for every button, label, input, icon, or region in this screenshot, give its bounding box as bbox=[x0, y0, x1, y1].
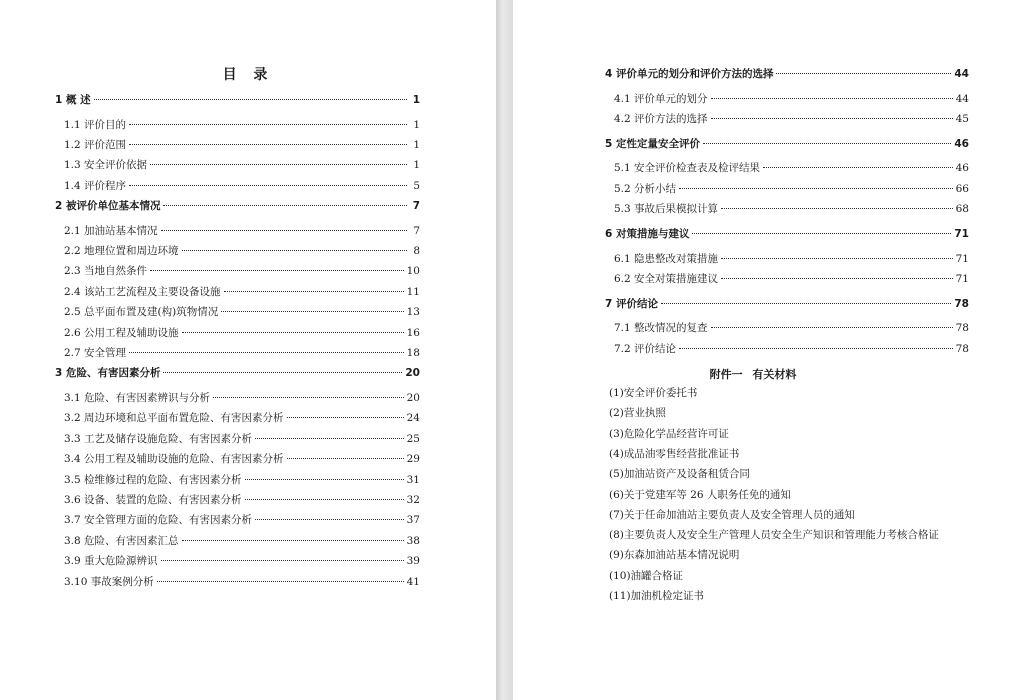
toc-entry-label: 6.2 安全对策措施建议 bbox=[614, 273, 719, 286]
toc-entry-page: 32 bbox=[406, 493, 420, 506]
toc-leader-dots bbox=[182, 250, 407, 251]
toc-section-entry bbox=[64, 305, 420, 319]
toc-leader-dots bbox=[129, 144, 407, 145]
toc-section-entry bbox=[64, 326, 420, 340]
toc-section-entry bbox=[614, 182, 969, 196]
toc-entry-page: 18 bbox=[406, 347, 420, 359]
toc-entry-label: 5.1 安全评价检查表及检评结果 bbox=[614, 162, 761, 175]
toc-entry-label: 3.5 检维修过程的危险、有害因素分析 bbox=[64, 473, 242, 486]
toc-entry-label: 1.4 评价程序 bbox=[64, 179, 127, 192]
toc-section-entry bbox=[64, 432, 420, 446]
toc-title: 目 录 bbox=[222, 67, 274, 83]
toc-leader-dots bbox=[163, 372, 402, 373]
toc-entry-page: 8 bbox=[413, 245, 420, 257]
toc-leader-dots bbox=[224, 291, 404, 292]
toc-entry-label: 3 危险、有害因素分析 bbox=[55, 367, 161, 380]
toc-leader-dots bbox=[776, 73, 951, 74]
toc-entry-label: 3.7 安全管理方面的危险、有害因素分析 bbox=[64, 514, 253, 527]
toc-leader-dots bbox=[287, 458, 404, 459]
toc-leader-dots bbox=[150, 270, 404, 271]
toc-entry-page: 37 bbox=[406, 514, 420, 527]
appendix-item: (4)成品油零售经营批准证书 bbox=[609, 447, 740, 460]
toc-leader-dots bbox=[129, 185, 407, 186]
toc-entry-label: 5 定性定量安全评价 bbox=[605, 137, 700, 150]
toc-leader-dots bbox=[721, 278, 953, 279]
page-gutter bbox=[496, 0, 513, 700]
toc-entry-label: 3.10 事故案例分析 bbox=[64, 575, 154, 588]
toc-leader-dots bbox=[245, 499, 404, 500]
appendix-item: (2)营业执照 bbox=[609, 407, 666, 420]
toc-chapter-entry bbox=[605, 67, 969, 81]
toc-entry-page: 45 bbox=[955, 113, 969, 126]
toc-entry-page: 44 bbox=[955, 92, 969, 105]
toc-entry-label: 5.2 分析小结 bbox=[614, 182, 677, 195]
toc-entry-label: 6.1 隐患整改对策措施 bbox=[614, 252, 719, 265]
toc-leader-dots bbox=[255, 519, 404, 520]
appendix-item: (11)加油机检定证书 bbox=[609, 590, 705, 602]
toc-leader-dots bbox=[129, 124, 407, 125]
toc-chapter-entry bbox=[55, 366, 420, 380]
toc-entry-page: 7 bbox=[412, 200, 420, 213]
toc-entry-label: 2.6 公用工程及辅助设施 bbox=[64, 326, 179, 339]
toc-leader-dots bbox=[661, 303, 951, 304]
toc-section-entry bbox=[614, 252, 969, 266]
toc-section-entry bbox=[614, 272, 969, 286]
toc-leader-dots bbox=[129, 352, 404, 353]
toc-chapter-entry bbox=[605, 297, 969, 311]
toc-entry-label: 7.1 整改情况的复查 bbox=[614, 322, 708, 335]
toc-section-entry bbox=[614, 92, 969, 106]
toc-entry-label: 3.6 设备、装置的危险、有害因素分析 bbox=[64, 493, 242, 506]
toc-entry-page: 29 bbox=[406, 453, 420, 466]
toc-leader-dots bbox=[692, 233, 951, 234]
toc-entry-label: 6 对策措施与建议 bbox=[605, 228, 690, 240]
toc-entry-label: 4.2 评价方法的选择 bbox=[614, 113, 708, 126]
toc-entry-label: 4.1 评价单元的划分 bbox=[614, 92, 708, 105]
appendix-item: (1)安全评价委托书 bbox=[609, 387, 698, 399]
toc-entry-page: 46 bbox=[955, 162, 969, 175]
toc-section-entry bbox=[64, 224, 420, 238]
toc-entry-label: 1.2 评价范围 bbox=[64, 138, 127, 151]
toc-entry-label: 2.5 总平面布置及建(构)筑物情况 bbox=[64, 306, 219, 319]
toc-entry-page: 16 bbox=[406, 326, 420, 339]
toc-entry-page: 71 bbox=[955, 273, 969, 286]
toc-entry-page: 24 bbox=[406, 412, 420, 425]
toc-entry-label: 2.1 加油站基本情况 bbox=[64, 224, 158, 237]
appendix-item: (6)关于党建军等 26 人职务任免的通知 bbox=[609, 488, 791, 501]
toc-leader-dots bbox=[163, 205, 407, 206]
toc-section-entry bbox=[64, 138, 420, 152]
toc-entry-label: 3.2 周边环境和总平面布置危险、有害因素分析 bbox=[64, 412, 284, 425]
toc-leader-dots bbox=[711, 118, 953, 119]
toc-leader-dots bbox=[679, 348, 953, 349]
toc-entry-page: 38 bbox=[406, 534, 420, 547]
toc-leader-dots bbox=[763, 167, 953, 168]
toc-leader-dots bbox=[711, 98, 953, 99]
toc-leader-dots bbox=[245, 479, 404, 480]
toc-entry-label: 2.2 地理位置和周边环境 bbox=[64, 245, 179, 257]
toc-entry-page: 11 bbox=[406, 285, 420, 298]
toc-entry-page: 1 bbox=[412, 94, 420, 106]
toc-section-entry bbox=[64, 118, 420, 132]
toc-entry-label: 2.4 该站工艺流程及主要设备设施 bbox=[64, 285, 221, 298]
toc-section-entry bbox=[64, 264, 420, 278]
toc-leader-dots bbox=[721, 208, 953, 209]
toc-leader-dots bbox=[161, 230, 407, 231]
appendix-item: (10)油罐合格证 bbox=[609, 569, 684, 582]
toc-leader-dots bbox=[157, 581, 404, 582]
toc-leader-dots bbox=[255, 438, 404, 439]
toc-leader-dots bbox=[213, 397, 404, 398]
appendix-item: (7)关于任命加油站主要负责人及安全管理人员的通知 bbox=[609, 508, 855, 521]
toc-section-entry bbox=[614, 161, 969, 175]
toc-entry-page: 78 bbox=[955, 322, 969, 335]
toc-entry-label: 1.3 安全评价依据 bbox=[64, 159, 148, 172]
toc-leader-dots bbox=[182, 332, 404, 333]
toc-entry-page: 1 bbox=[413, 138, 420, 151]
toc-leader-dots bbox=[94, 99, 407, 100]
toc-section-entry bbox=[614, 342, 969, 356]
toc-entry-page: 5 bbox=[413, 179, 420, 192]
toc-leader-dots bbox=[182, 540, 404, 541]
toc-section-entry bbox=[614, 112, 969, 126]
toc-entry-label: 2.7 安全管理 bbox=[64, 347, 127, 359]
toc-entry-page: 20 bbox=[406, 391, 420, 404]
toc-chapter-entry bbox=[55, 93, 420, 107]
toc-entry-label: 7 评价结论 bbox=[605, 297, 658, 310]
toc-chapter-entry bbox=[55, 199, 420, 213]
toc-section-entry bbox=[614, 321, 969, 335]
toc-chapter-entry bbox=[605, 227, 969, 241]
toc-section-entry bbox=[64, 285, 420, 299]
toc-entry-label: 1 概 述 bbox=[55, 94, 91, 106]
appendix-item: (5)加油站资产及设备租赁合同 bbox=[609, 468, 750, 481]
toc-entry-page: 71 bbox=[954, 228, 969, 240]
toc-entry-page: 1 bbox=[413, 159, 420, 172]
toc-entry-page: 25 bbox=[406, 432, 420, 445]
appendix-item: (8)主要负责人及安全生产管理人员安全生产知识和管理能力考核合格证 bbox=[609, 529, 939, 542]
toc-entry-page: 46 bbox=[954, 137, 969, 150]
toc-entry-label: 3.1 危险、有害因素辨识与分析 bbox=[64, 391, 211, 404]
appendix-item: (9)东森加油站基本情况说明 bbox=[609, 549, 740, 562]
toc-entry-label: 4 评价单元的划分和评价方法的选择 bbox=[605, 68, 774, 80]
toc-leader-dots bbox=[221, 311, 403, 312]
toc-entry-page: 10 bbox=[406, 265, 420, 278]
toc-section-entry bbox=[64, 513, 420, 527]
toc-entry-page: 44 bbox=[954, 68, 969, 80]
toc-section-entry bbox=[64, 411, 420, 425]
toc-entry-page: 71 bbox=[955, 252, 969, 265]
toc-section-entry bbox=[64, 575, 420, 589]
toc-entry-page: 68 bbox=[955, 203, 969, 216]
toc-entry-label: 5.3 事故后果模拟计算 bbox=[614, 203, 719, 216]
toc-entry-label: 1.1 评价目的 bbox=[64, 118, 127, 131]
toc-section-entry bbox=[64, 473, 420, 487]
toc-entry-label: 3.4 公用工程及辅助设施的危险、有害因素分析 bbox=[64, 453, 284, 466]
toc-entry-label: 2.3 当地自然条件 bbox=[64, 265, 148, 278]
toc-entry-label: 7.2 评价结论 bbox=[614, 342, 677, 355]
toc-section-entry bbox=[64, 391, 420, 405]
toc-section-entry bbox=[64, 158, 420, 172]
toc-entry-page: 20 bbox=[405, 367, 420, 380]
toc-leader-dots bbox=[711, 327, 953, 328]
toc-entry-page: 7 bbox=[413, 224, 420, 237]
toc-section-entry bbox=[64, 493, 420, 507]
toc-entry-label: 3.8 危险、有害因素汇总 bbox=[64, 534, 179, 547]
toc-entry-page: 66 bbox=[955, 182, 969, 195]
toc-entry-page: 13 bbox=[406, 306, 420, 319]
toc-entry-page: 41 bbox=[406, 575, 420, 588]
toc-leader-dots bbox=[150, 164, 407, 165]
toc-entry-page: 1 bbox=[413, 118, 420, 131]
toc-entry-page: 78 bbox=[955, 342, 969, 355]
toc-section-entry bbox=[64, 346, 420, 360]
toc-section-entry bbox=[64, 452, 420, 466]
toc-section-entry bbox=[64, 244, 420, 258]
toc-entry-label: 3.9 重大危险源辨识 bbox=[64, 555, 158, 568]
toc-section-entry bbox=[64, 179, 420, 193]
toc-section-entry bbox=[64, 554, 420, 568]
toc-leader-dots bbox=[161, 560, 404, 561]
toc-leader-dots bbox=[721, 258, 953, 259]
toc-section-entry bbox=[64, 534, 420, 548]
toc-entry-label: 2 被评价单位基本情况 bbox=[55, 200, 161, 213]
toc-section-entry bbox=[614, 202, 969, 216]
toc-entry-page: 78 bbox=[954, 297, 969, 310]
toc-entry-label: 3.3 工艺及储存设施危险、有害因素分析 bbox=[64, 432, 253, 445]
toc-leader-dots bbox=[287, 417, 404, 418]
toc-entry-page: 39 bbox=[406, 555, 420, 568]
appendix-title: 附件一 有关材料 bbox=[709, 368, 797, 381]
toc-entry-page: 31 bbox=[406, 473, 420, 486]
appendix-item: (3)危险化学品经营许可证 bbox=[609, 427, 729, 440]
toc-chapter-entry bbox=[605, 137, 969, 151]
toc-leader-dots bbox=[703, 143, 951, 144]
toc-leader-dots bbox=[679, 188, 953, 189]
